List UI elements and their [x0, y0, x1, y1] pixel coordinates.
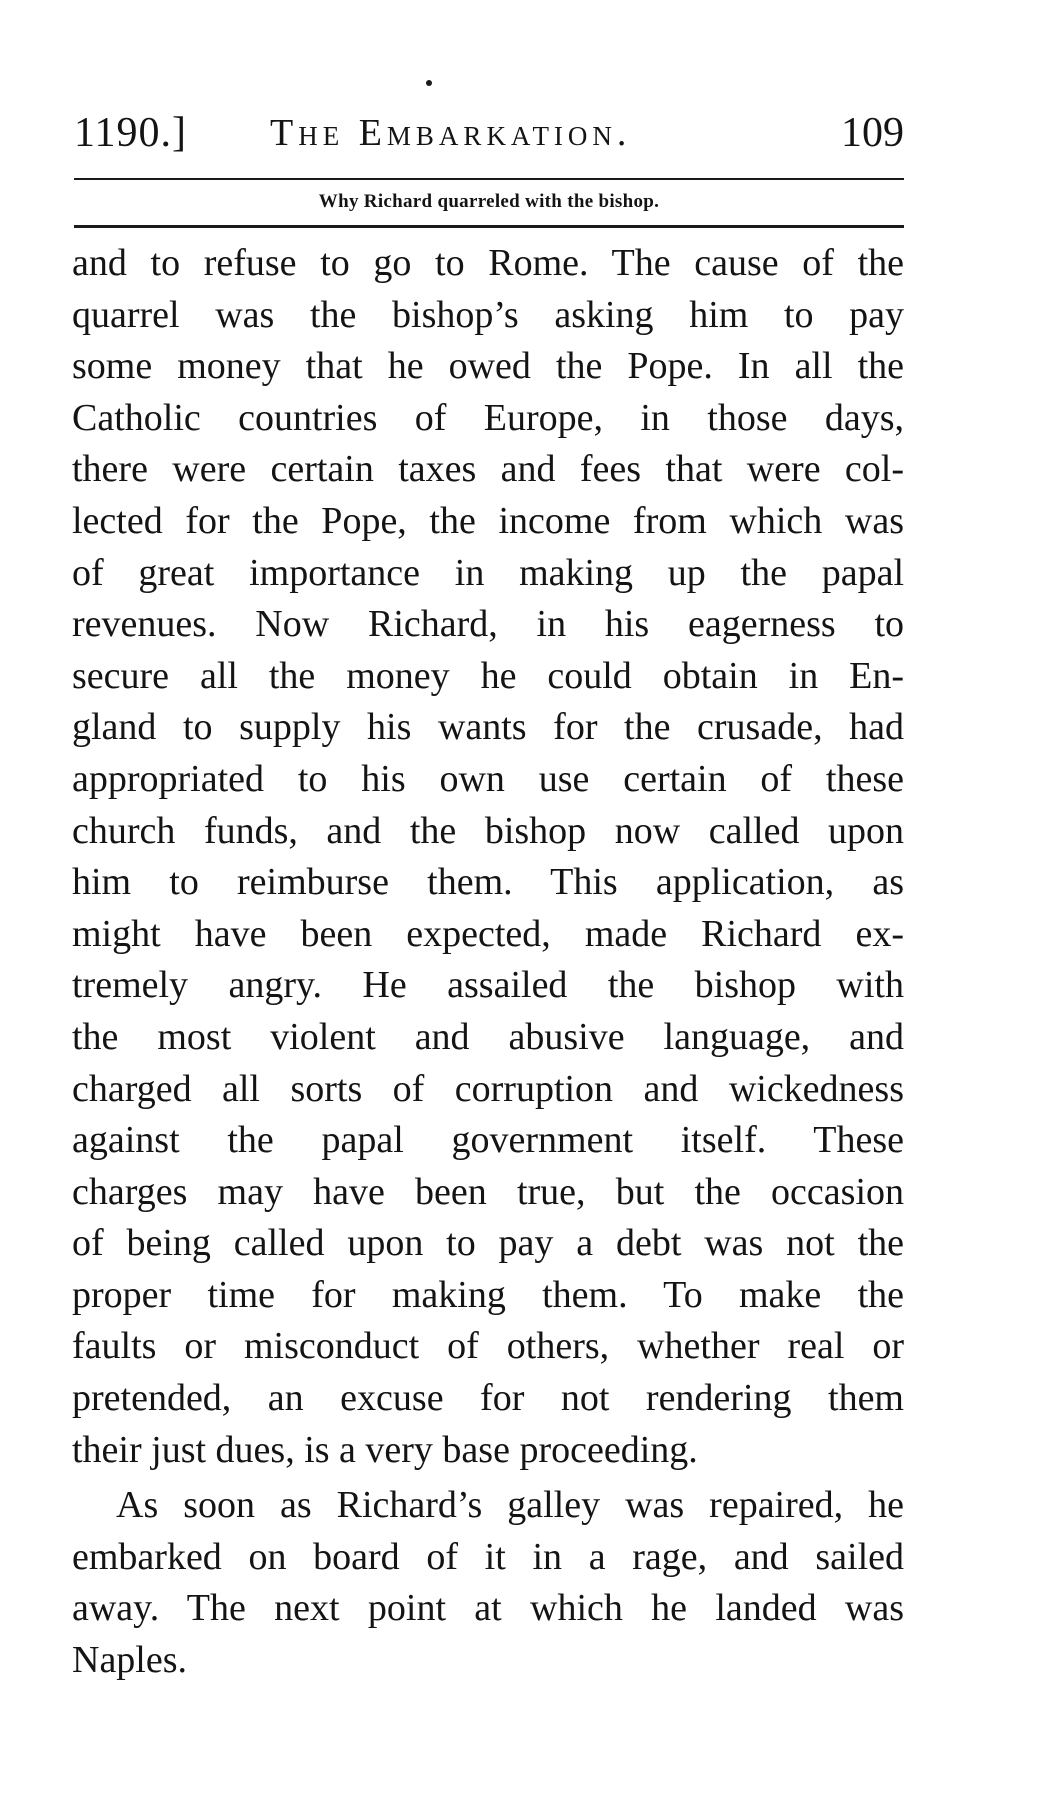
body-text — [72, 238, 904, 1687]
paragraph-1 — [72, 238, 904, 1476]
text-line: the most violent and abusive language, and — [72, 1015, 904, 1058]
text-line: secure all the money he could obtain in En- — [72, 654, 904, 697]
text-line: proper time for making them. To make the — [72, 1273, 904, 1316]
text-line: revenues. Now Richard, in his eagerness to — [72, 603, 904, 646]
text-line: embarked on board of it in a rage, and sailed — [72, 1535, 904, 1578]
print-speck — [426, 80, 432, 86]
header-rule-top — [74, 178, 904, 180]
text-line: tremely angry. He assailed the bishop with — [72, 964, 904, 1007]
header-year: 1190.] — [74, 110, 187, 156]
text-line: quarrel was the bishop’s asking him to pay — [72, 293, 904, 336]
text-line: appropriated to his own use certain of these — [72, 757, 904, 800]
text-line: charged all sorts of corruption and wickedness — [72, 1067, 904, 1110]
text-line: lected for the Pope, the income from which was — [72, 499, 904, 542]
text-line: faults or misconduct of others, whether real or — [72, 1325, 904, 1368]
running-head — [74, 108, 904, 158]
header-title: The Embarkation. — [270, 112, 632, 154]
text-line: gland to supply his wants for the crusade, had — [72, 706, 904, 749]
text-line: of being called upon to pay a debt was not the — [72, 1222, 904, 1265]
text-line: As soon as Richard’s galley was repaired, he — [116, 1484, 904, 1527]
header-rule-bottom — [74, 225, 904, 228]
page-number: 109 — [841, 110, 904, 156]
text-line: there were certain taxes and fees that were col- — [72, 448, 904, 491]
section-subheading: Why Richard quarreled with the bishop. — [318, 191, 660, 212]
text-line: church funds, and the bishop now called upon — [72, 809, 904, 852]
text-line: Catholic countries of Europe, in those days, — [72, 396, 904, 439]
text-line: against the papal government itself. These — [72, 1119, 904, 1162]
text-line: might have been expected, made Richard ex- — [72, 912, 904, 955]
text-line: Naples. — [72, 1639, 188, 1682]
text-line: some money that he owed the Pope. In all the — [72, 345, 904, 388]
text-line: him to reimburse them. This application, as — [72, 861, 904, 904]
text-line: pretended, an excuse for not rendering them — [72, 1377, 904, 1420]
paragraph-2 — [72, 1480, 904, 1686]
text-line: away. The next point at which he landed was — [72, 1587, 904, 1630]
text-line: of great importance in making up the papal — [72, 551, 904, 594]
text-line: charges may have been true, but the occasion — [72, 1170, 904, 1213]
text-line: and to refuse to go to Rome. The cause of the — [72, 242, 904, 284]
text-line: their just dues, is a very base proceeding. — [72, 1428, 698, 1471]
